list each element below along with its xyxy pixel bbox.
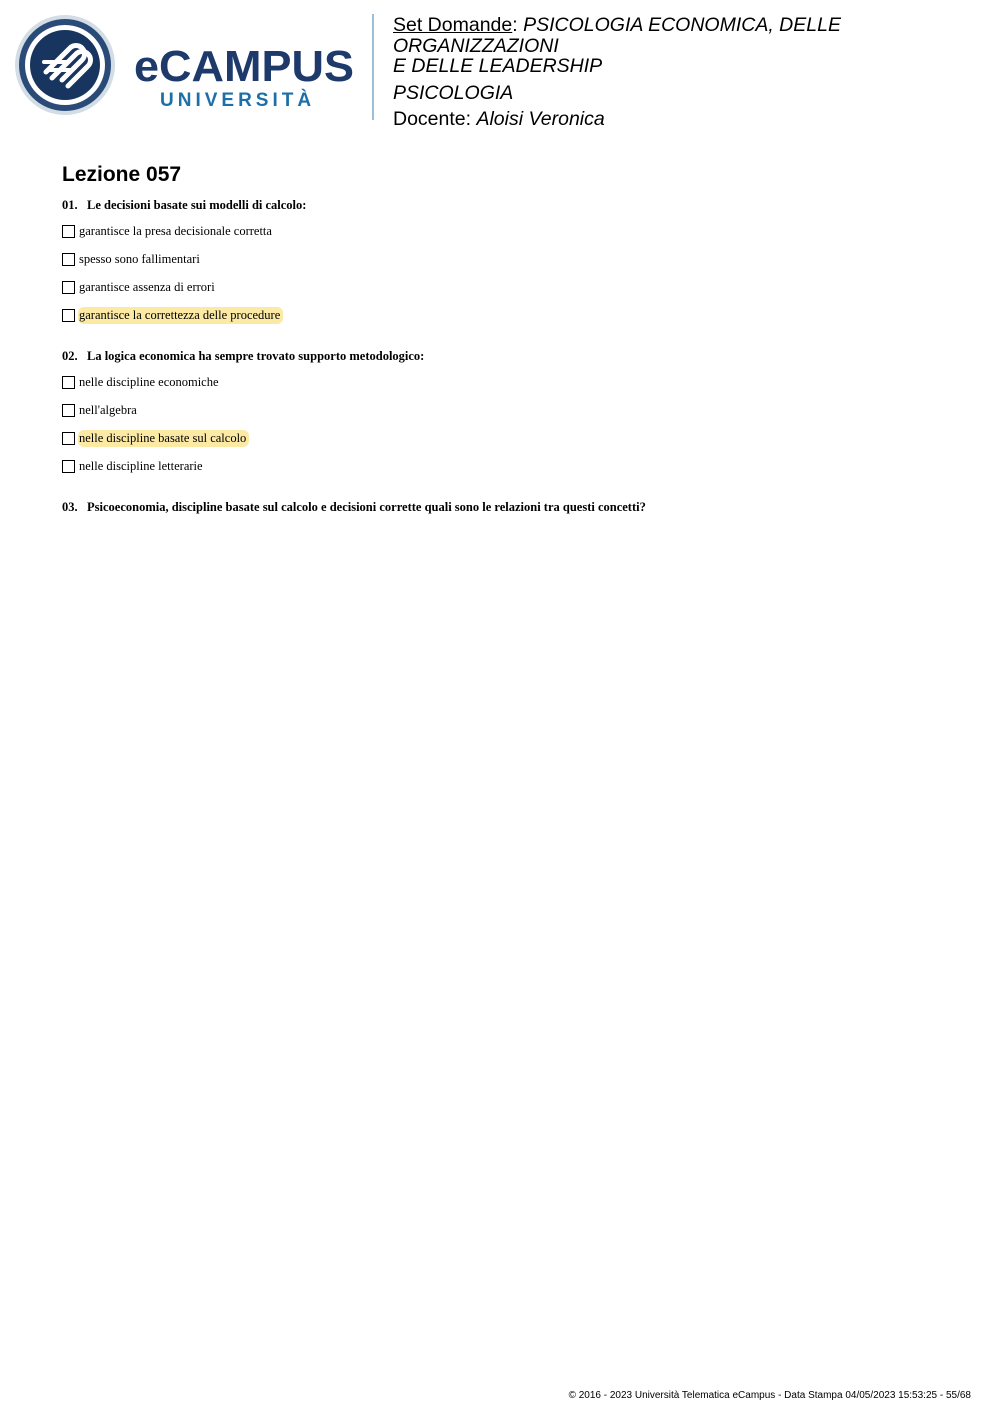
- question-text: Le decisioni basate sui modelli di calcolo:: [87, 198, 307, 212]
- question-text: La logica economica ha sempre trovato supporto metodologico:: [87, 349, 425, 363]
- question-number: 02.: [62, 349, 78, 363]
- question-title: [62, 349, 424, 364]
- option-text: garantisce la presa decisionale corretta: [79, 223, 272, 238]
- option-text: nelle discipline basate sul calcolo: [78, 430, 249, 447]
- header-info: [393, 15, 998, 130]
- ecampus-logo: [14, 14, 359, 118]
- question-number: 01.: [62, 198, 78, 212]
- teacher-label: Docente:: [393, 108, 477, 130]
- answer-option[interactable]: [62, 373, 222, 391]
- checkbox[interactable]: [62, 460, 75, 473]
- checkbox[interactable]: [62, 225, 75, 238]
- answer-option[interactable]: [62, 457, 206, 475]
- set-label: Set Domande: [393, 14, 513, 36]
- header-divider: [372, 14, 374, 120]
- checkbox[interactable]: [62, 253, 75, 266]
- checkbox[interactable]: [62, 404, 75, 417]
- checkbox[interactable]: [62, 376, 75, 389]
- option-text: garantisce la correttezza delle procedure: [78, 307, 283, 324]
- page-footer: © 2016 - 2023 Università Telematica eCampus - Data Stampa 04/05/2023 15:53:25 - 55/68: [568, 1390, 971, 1401]
- lesson-title: Lezione 057: [62, 163, 182, 186]
- set-title-line1: PSICOLOGIA ECONOMICA, DELLE ORGANIZZAZIONI: [393, 14, 841, 57]
- set-separator: :: [512, 14, 524, 36]
- answer-option-highlighted[interactable]: [62, 429, 249, 447]
- question-title: [62, 500, 646, 515]
- logo-brand: eCAMPUS: [134, 42, 354, 91]
- option-text: spesso sono fallimentari: [79, 251, 200, 266]
- checkbox[interactable]: [62, 432, 75, 445]
- set-title-line2: E DELLE LEADERSHIP: [393, 55, 603, 77]
- answer-option[interactable]: [62, 278, 218, 296]
- option-text: garantisce assenza di errori: [79, 279, 215, 294]
- answer-option-highlighted[interactable]: [62, 306, 283, 324]
- checkbox[interactable]: [62, 281, 75, 294]
- question-title: [62, 198, 306, 213]
- question-number: 03.: [62, 500, 78, 514]
- answer-option[interactable]: [62, 222, 275, 240]
- option-text: nelle discipline letterarie: [79, 458, 203, 473]
- answer-option[interactable]: [62, 401, 140, 419]
- set-title: [393, 15, 998, 56]
- checkbox[interactable]: [62, 309, 75, 322]
- answer-option[interactable]: [62, 250, 203, 268]
- teacher-name: Aloisi Veronica: [476, 108, 605, 130]
- seal-icon: [15, 15, 115, 115]
- teacher: [393, 109, 998, 130]
- option-text: nell'algebra: [79, 402, 137, 417]
- option-text: nelle discipline economiche: [79, 374, 219, 389]
- logo-subtitle: UNIVERSITÀ: [160, 90, 316, 111]
- question-text: Psicoeconomia, discipline basate sul calcolo e decisioni corrette quali sono le relazioni tra questi concetti?: [87, 500, 646, 514]
- subject: PSICOLOGIA: [393, 81, 514, 104]
